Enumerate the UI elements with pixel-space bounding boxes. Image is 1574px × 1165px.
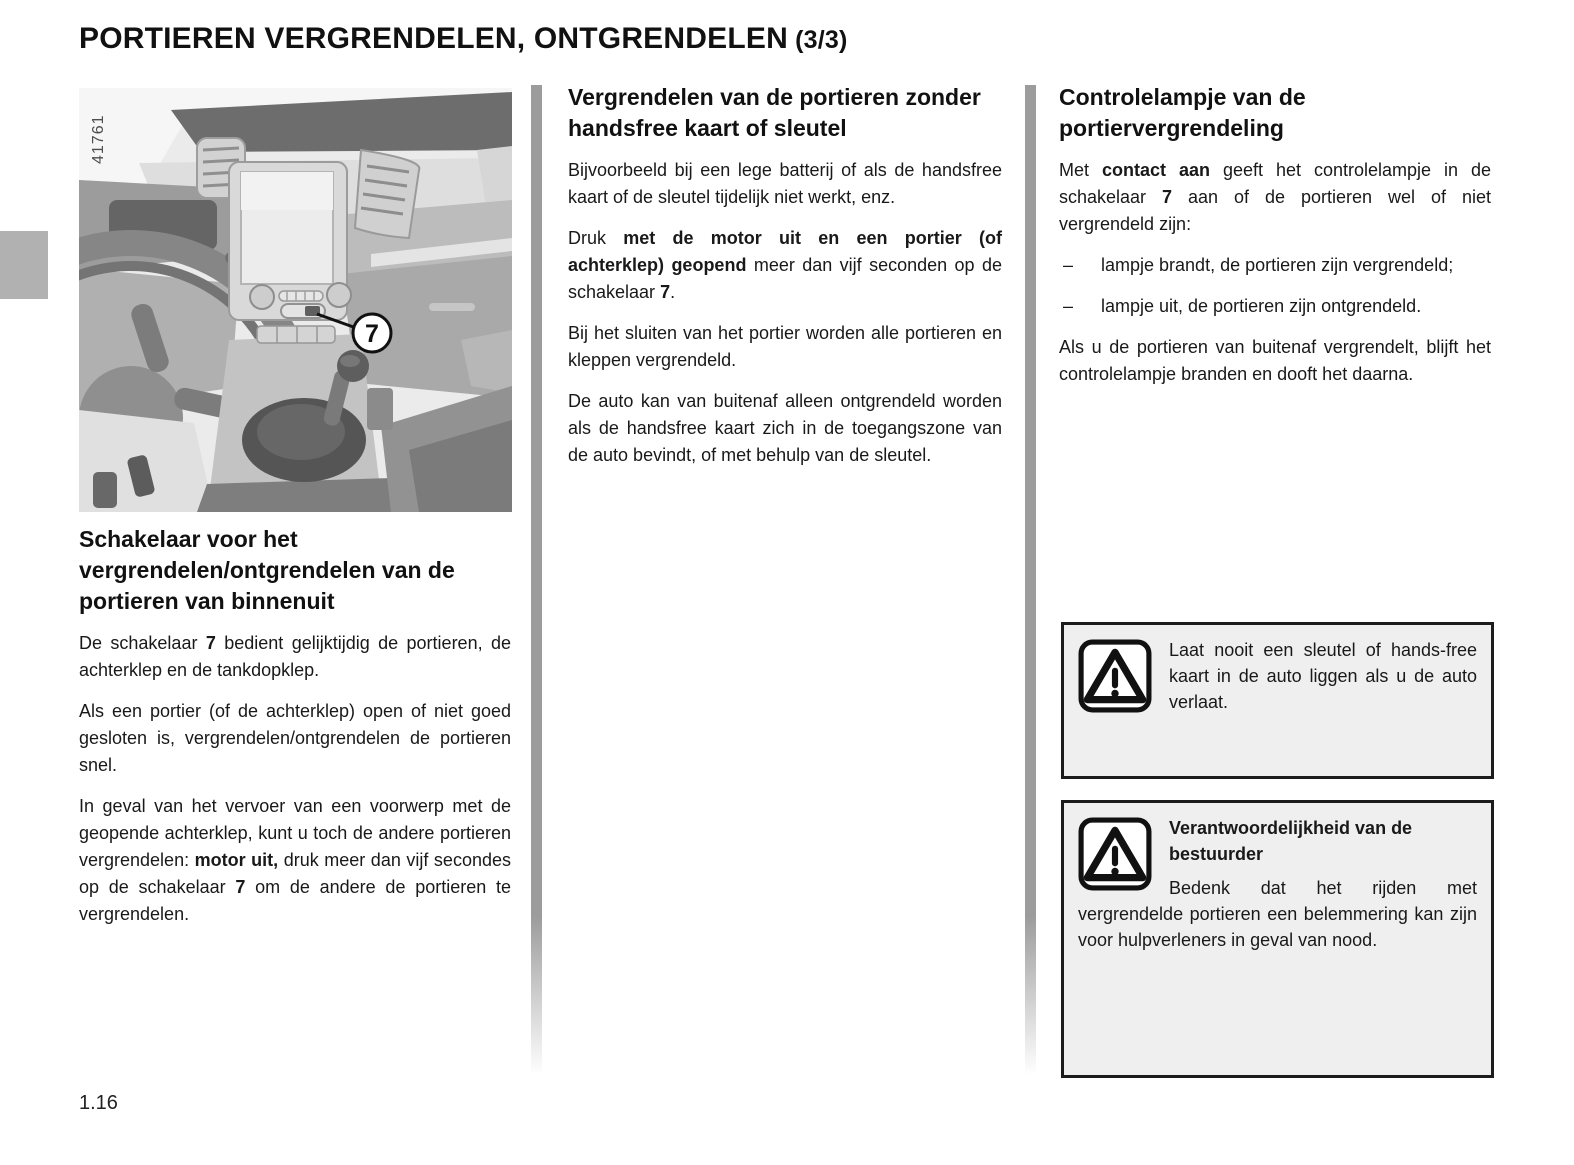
right-column [1059, 82, 1491, 388]
dashboard-figure [79, 88, 512, 512]
bullet-text: lampje uit, de portieren zijn ontgrendeld. [1101, 296, 1422, 316]
paragraph: De schakelaar 7 bedient gelijktijdig de portieren, de achterklep en de tankdopklep. [79, 633, 511, 680]
column-divider-right [1025, 85, 1036, 1075]
center-touchscreen [229, 162, 351, 320]
callout-7-label: 7 [365, 320, 379, 348]
bullet-item [1059, 252, 1491, 279]
right-column-heading: Controlelampje van de portiervergrendeling [1059, 84, 1306, 141]
warning-text: Laat nooit een sleutel of hands-free kaart in de auto liggen als u de auto verlaat. [1169, 640, 1477, 712]
paragraph: Druk met de motor uit en een portier (of achterklep) geopend meer dan vijf seconden op de schakelaar 7. [568, 228, 1002, 302]
paragraph: Als u de portieren van buitenaf vergrendelt, blijft het controlelampje branden en dooft het daarna. [1059, 337, 1491, 384]
middle-column-heading: Vergrendelen van de portieren zonder handsfree kaart of sleutel [568, 84, 981, 141]
photo-id-label: 41761 [90, 114, 107, 164]
warning-triangle-icon [1078, 639, 1152, 713]
dash-bullet: – [1063, 255, 1074, 275]
left-column-heading: Schakelaar voor het vergrendelen/ontgrendelen van de portieren van binnenuit [79, 526, 455, 614]
paragraph: Bij het sluiten van het portier worden alle portieren en kleppen vergrendeld. [568, 323, 1002, 370]
paragraph: In geval van het vervoer van een voorwerp met de geopende achterklep, kunt u toch de andere portieren vergrendelen: motor uit, druk meer dan vijf secondes op de schakelaar 7 om de andere de portieren te vergrendelen. [79, 796, 512, 924]
paragraph: Met contact aan geeft het controlelampje in de schakelaar 7 aan of de portieren wel of niet vergrendeld zijn: [1059, 160, 1491, 234]
page-title-suffix: (3/3) [787, 26, 848, 54]
paragraph: De auto kan van buitenaf alleen ontgrendeld worden als de handsfree kaart zich in de toegangszone van de auto bevindt, of met behulp van de sleutel. [568, 391, 1002, 465]
middle-column [568, 82, 1002, 469]
warning-text: Bedenk dat het rijden met vergrendelde portieren een belemmering kan zijn voor hulpverleners in geval van nood. [1078, 878, 1477, 950]
bullet-text: lampje brandt, de portieren zijn vergrendeld; [1101, 255, 1454, 275]
warning-box-driver-responsibility [1061, 800, 1494, 1078]
warning-box-key-in-car [1061, 622, 1494, 779]
warning-title: Verantwoordelijkheid van de bestuurder [1169, 818, 1413, 864]
dashboard-photo [79, 88, 512, 512]
page-number: 1.16 [79, 1092, 118, 1114]
paragraph: Bijvoorbeeld bij een lege batterij of als de handsfree kaart of de sleutel tijdelijk niet werkt, enz. [568, 160, 1002, 207]
paragraph: Als een portier (of de achterklep) open of niet goed gesloten is, vergrendelen/ontgrendelen de portieren snel. [79, 701, 511, 775]
dash-bullet: – [1063, 296, 1074, 316]
page-title [79, 22, 848, 56]
chapter-tab-marker [0, 231, 48, 299]
column-divider-left [531, 85, 542, 1075]
bullet-item [1059, 293, 1491, 320]
warning-triangle-icon [1078, 817, 1152, 891]
page-title-text: PORTIEREN VERGRENDELEN, ONTGRENDELEN [79, 22, 788, 55]
left-column [79, 524, 511, 928]
console-buttons [257, 326, 335, 343]
right-air-vent-icon [355, 150, 419, 238]
